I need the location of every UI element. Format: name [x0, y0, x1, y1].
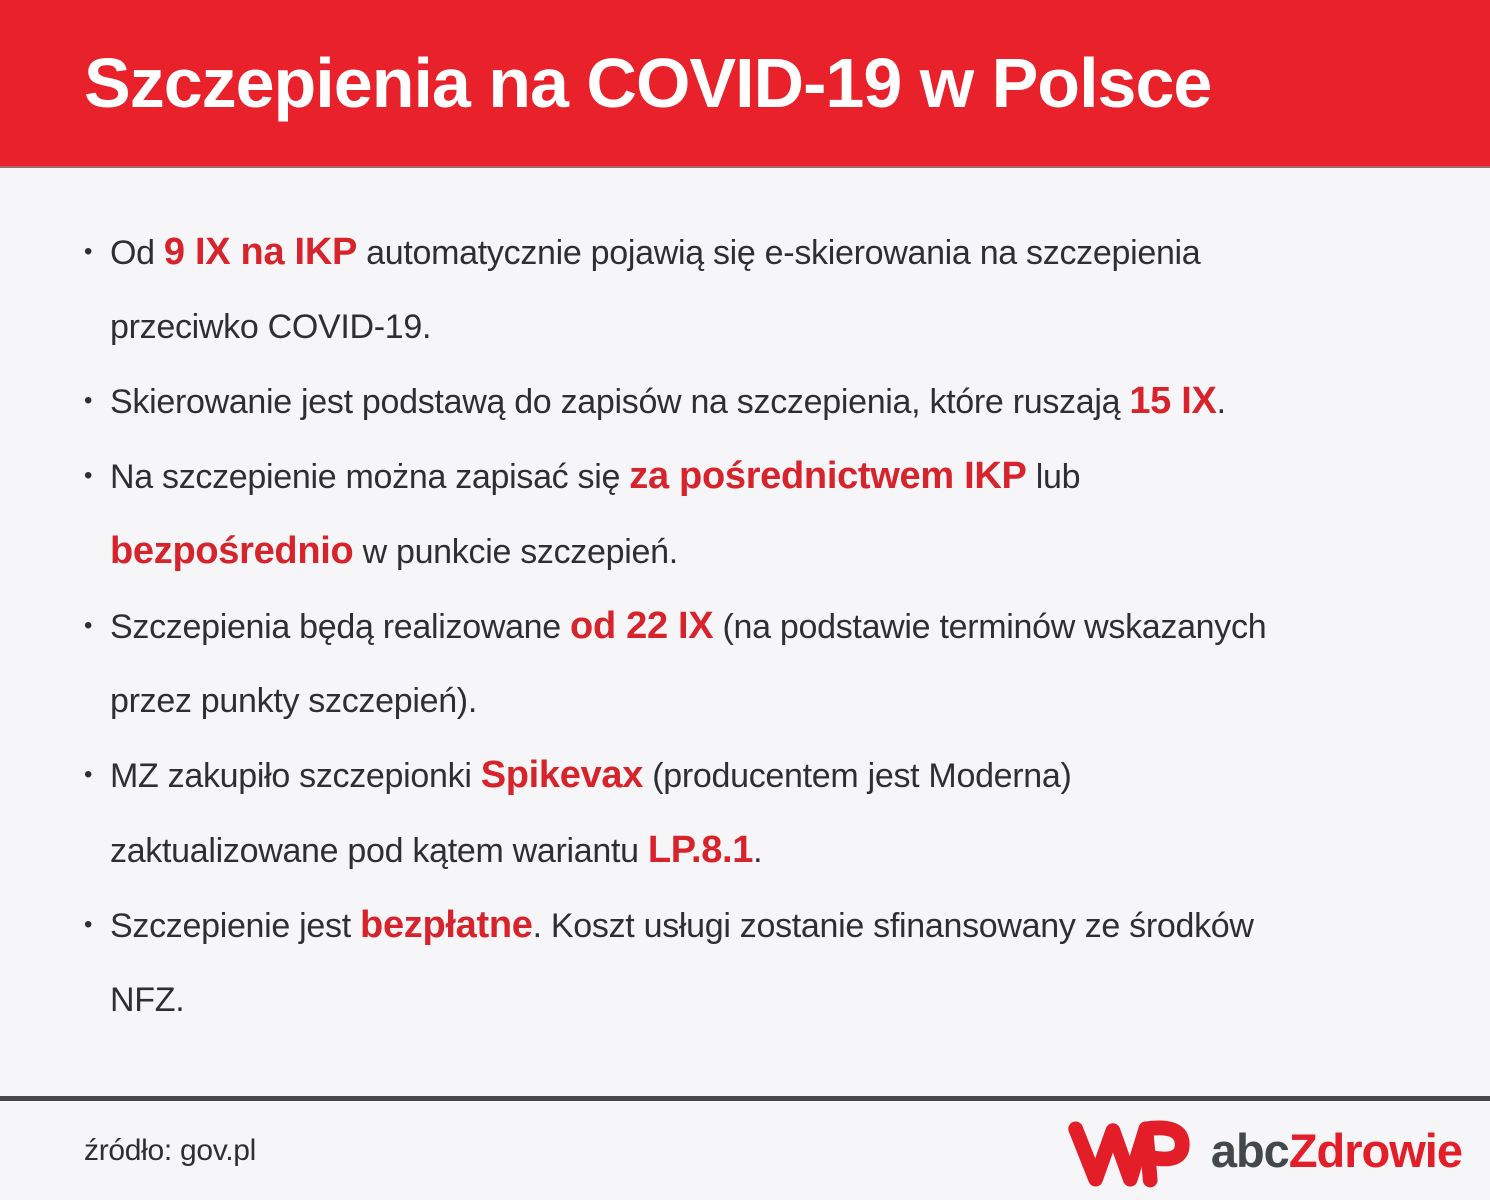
body-text: Szczepienia będą realizowane: [110, 608, 571, 646]
bullet-item: [84, 215, 1450, 364]
highlight-text: od 22 IX: [570, 605, 714, 647]
highlight-text: Spikevax: [480, 754, 644, 796]
body-text: . Koszt usługi zostanie sfinansowany ze środków: [532, 907, 1254, 945]
source-text: źródło: gov.pl: [84, 1133, 257, 1167]
page-title: Szczepienia na COVID-19 w Polsce: [84, 44, 1212, 122]
footer-bar: [0, 1096, 1490, 1200]
body-text: przeciwko COVID-19.: [110, 308, 432, 346]
body-text: Szczepienie jest: [110, 907, 361, 945]
body-text: Skierowanie jest podstawą do zapisów na szczepienia, które ruszają: [110, 383, 1130, 421]
highlight-text: bezpośrednio: [110, 530, 354, 572]
body-text: MZ zakupiło szczepionki: [110, 757, 481, 795]
brand-text-zdrowie: Zdrowie: [1288, 1124, 1462, 1177]
header-banner: [0, 0, 1490, 168]
wp-logo-icon: [1067, 1109, 1197, 1193]
bullet-item: [84, 888, 1450, 1037]
highlight-text: bezpłatne: [360, 904, 533, 946]
brand-logo: [1067, 1109, 1462, 1193]
body-text: automatycznie pojawią się e-skierowania na szczepienia: [357, 234, 1201, 272]
body-text: .: [1216, 383, 1226, 421]
bullet-item: [84, 589, 1450, 738]
body-text: lub: [1026, 458, 1081, 496]
highlight-text: 9 IX na IKP: [163, 231, 358, 273]
body-text: Od: [110, 234, 164, 272]
body-text: w punkcie szczepień.: [353, 533, 678, 571]
highlight-text: LP.8.1: [647, 829, 754, 871]
brand-text-abc: abc: [1210, 1124, 1289, 1177]
body-text: (na podstawie terminów wskazanych: [713, 608, 1267, 646]
body-text: (producentem jest Moderna): [643, 757, 1072, 795]
bullet-list: [0, 168, 1490, 1037]
highlight-text: za pośrednictwem IKP: [629, 455, 1027, 497]
bullet-item: [84, 439, 1450, 589]
body-text: Na szczepienie można zapisać się: [110, 458, 630, 496]
body-text: NFZ.: [110, 981, 185, 1019]
brand-text: [1211, 1123, 1462, 1178]
highlight-text: 15 IX: [1129, 380, 1217, 422]
body-text: .: [753, 832, 763, 870]
body-text: przez punkty szczepień).: [110, 682, 477, 720]
bullet-item: [84, 738, 1450, 888]
content-area: [0, 168, 1490, 1096]
body-text: zaktualizowane pod kątem wariantu: [110, 832, 648, 870]
bullet-item: [84, 364, 1450, 439]
